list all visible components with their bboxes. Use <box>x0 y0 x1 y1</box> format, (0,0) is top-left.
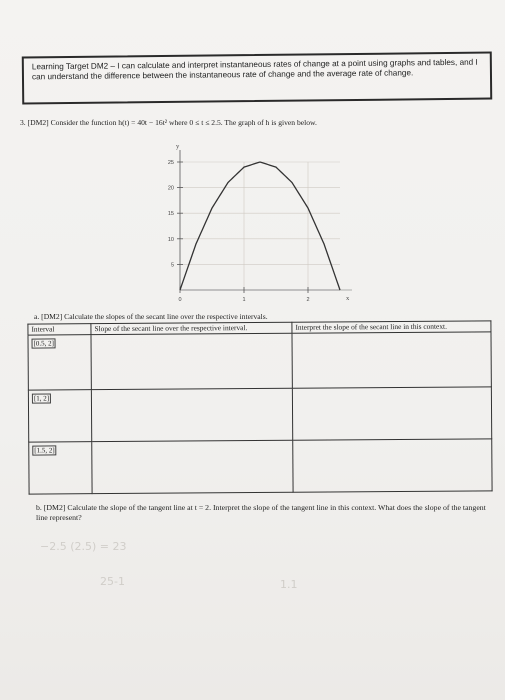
y-tick-label: 20 <box>167 185 174 192</box>
interpret-answer-cell[interactable] <box>292 332 491 388</box>
slope-answer-cell[interactable] <box>91 333 292 389</box>
y-axis-label: y <box>176 143 180 150</box>
table-row <box>28 332 491 390</box>
table-row <box>28 387 491 442</box>
y-tick-label: 25 <box>167 160 174 166</box>
erased-pencil-mark: −2.5 (2.5) = 23 <box>40 540 127 553</box>
header-slope: Slope of the secant line over the respective interval. <box>91 322 292 334</box>
part-b-prompt: b. [DM2] Calculate the slope of the tangent line at t = 2. Interpret the slope of the tangent line in this context. What does the slope of the tangent line represent? <box>36 503 486 522</box>
header-interval: Interval <box>28 324 91 335</box>
table-row <box>29 439 492 494</box>
learning-target-box <box>22 52 492 105</box>
y-tick-label: 15 <box>167 211 174 218</box>
learning-target-text: Learning Target DM2 – I can calculate and interpret instantaneous rates of change at a point using graphs and tables, and I can understand the difference between the instantaneous rate of change and the average rate of change. <box>31 57 478 82</box>
part-a-prompt: a. [DM2] Calculate the slopes of the secant line over the respective intervals. <box>34 312 268 321</box>
header-interpret: Interpret the slope of the secant line in this context. <box>292 321 491 333</box>
interpret-answer-cell[interactable] <box>292 387 491 440</box>
slope-answer-cell[interactable] <box>91 388 292 441</box>
parabola-curve <box>180 162 340 290</box>
y-tick-label: 10 <box>167 236 174 243</box>
x-tick-label: 2 <box>306 297 310 303</box>
x-tick-label: 0 <box>178 297 182 303</box>
interval-cell: [1.5, 2] <box>32 445 56 455</box>
interval-cell: [0.5, 2] <box>32 338 56 348</box>
erased-pencil-mark: 25-1 <box>100 575 125 588</box>
interpret-answer-cell[interactable] <box>293 439 492 492</box>
erased-pencil-mark: 1.1 <box>280 578 298 591</box>
x-axis-label: x <box>346 295 350 302</box>
question-3-text: 3. [DM2] Consider the function h(t) = 40t − 16t² where 0 ≤ t ≤ 2.5. The graph of h is given below. <box>20 118 317 127</box>
secant-slope-table <box>27 320 492 494</box>
y-tick-label: 5 <box>170 262 174 269</box>
interval-cell: [1, 2] <box>32 393 51 403</box>
slope-answer-cell[interactable] <box>92 440 293 493</box>
x-tick-label: 1 <box>242 297 246 303</box>
parabola-graph <box>130 140 360 310</box>
